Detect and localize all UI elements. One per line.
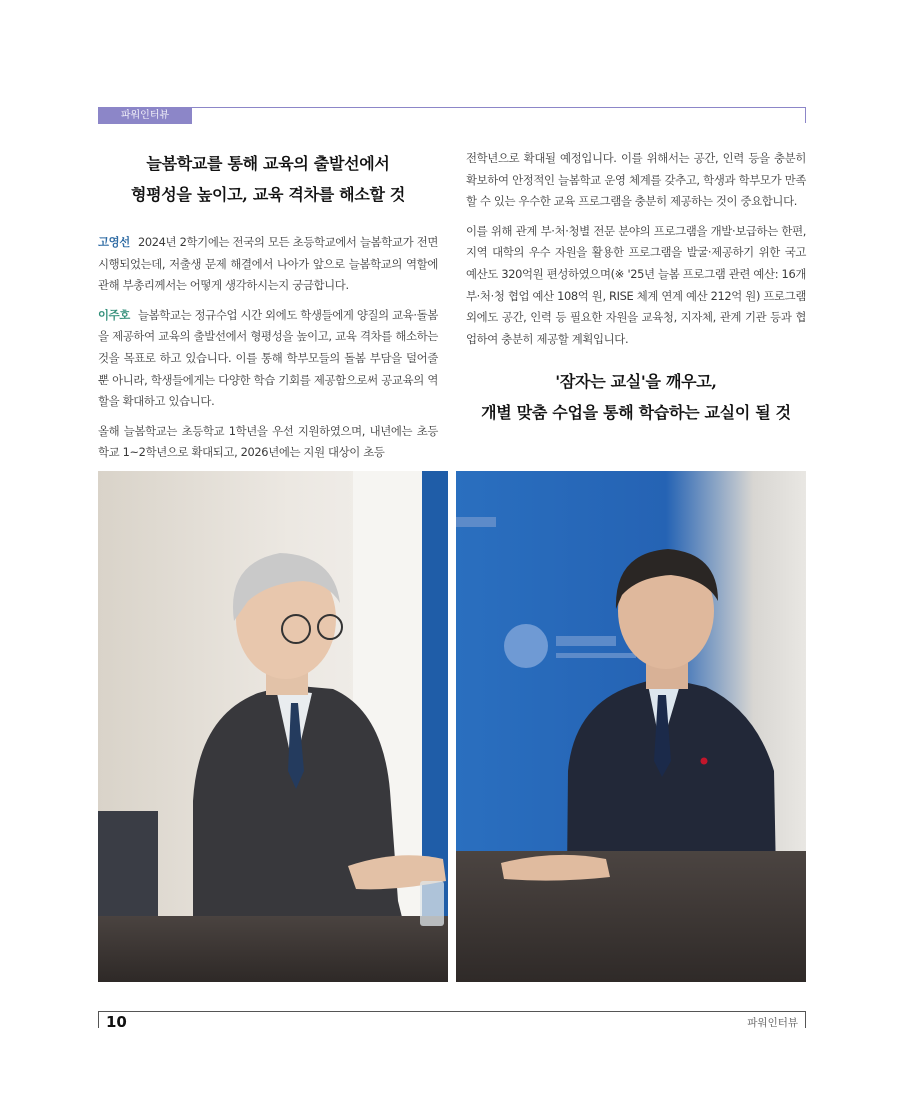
answer-text: 늘봄학교는 정규수업 시간 외에도 학생들에게 양질의 교육·돌봄을 제공하여 교육의 출발선에서 형평성을 높이고, 교육 격차를 해소하는 것을 목표로 하고 있습니다. 이를 통해 학부모들의 돌봄 부담을 덜어줄 뿐 아니라, 학생들에게는 다양한 학습 기회를 제공함으로써 공교육의 역할을 확대하고 있습니다.	[98, 307, 438, 409]
page-number: 10	[106, 1013, 127, 1031]
body-paragraph: 올해 늘봄학교는 초등학교 1학년을 우선 지원하였으며, 내년에는 초등학교 1~2학년으로 확대되고, 2026년에는 지원 대상이 초등	[98, 423, 438, 460]
question-text: 2024년 2학기에는 전국의 모든 초등학교에서 늘봄학교가 전면 시행되었는데, 저출생 문제 해결에서 나아가 앞으로 늘봄학교의 역할에 관해 부총리께서는 어떻게 생각하시는지 궁금합니다.	[98, 235, 438, 293]
left-column	[98, 148, 438, 472]
right-headline	[466, 366, 806, 428]
lapel-pin	[701, 758, 708, 765]
right-headline-line1: '잠자는 교실'을 깨우고,	[555, 372, 717, 392]
footer-rule-start	[98, 1011, 99, 1028]
interviewer-photo	[98, 471, 448, 982]
left-headline	[98, 148, 438, 210]
interviewer-name: 고영선	[98, 235, 130, 249]
interviewer-photo-illustration	[98, 471, 448, 982]
section-label: 파워인터뷰	[98, 107, 192, 124]
footer-section-label: 파워인터뷰	[747, 1017, 798, 1029]
interviewee-name: 이주호	[98, 307, 130, 322]
body-paragraph: 전학년으로 확대될 예정입니다. 이를 위해서는 공간, 인력 등을 충분히 확보하여 안정적인 늘봄학교 운영 체계를 갖추고, 학생과 학부모가 만족할 수 있는 우수한 교육 프로그램을 충분히 제공하는 것이 중요합니다.	[466, 151, 806, 209]
logo-mark	[504, 624, 548, 668]
answer-paragraph	[98, 305, 438, 413]
body-paragraph: 이를 위해 관계 부·처·청별 전문 분야의 프로그램을 개발·보급하는 한편, 지역 대학의 우수 자원을 활용한 프로그램을 발굴·제공하기 위한 국고 예산도 320억원 편성하였으며(※ '25년 늘봄 프로그램 관련 예산: 16개 부·처·청 협업 예산 108억 원, RISE 체계 연계 예산 212억 원) 프로그램 외에도 공간, 인력 등 필요한 자원을 교육청, 지자체, 관계 기관 등과 협업하여 충분히 제공할 계획입니다.	[466, 223, 806, 346]
footer-rule-end	[805, 1011, 806, 1028]
header-rule	[98, 107, 806, 108]
header-rule-end	[805, 107, 806, 123]
interviewee-photo-illustration	[456, 471, 806, 982]
question-paragraph	[98, 232, 438, 297]
left-headline-line1: 늘봄학교를 통해 교육의 출발선에서	[146, 154, 390, 173]
footer-rule	[98, 1011, 806, 1012]
right-headline-line2: 개별 맞춤 수업을 통해 학습하는 교실이 될 것	[481, 403, 791, 423]
right-column	[466, 148, 806, 428]
left-headline-line2: 형평성을 높이고, 교육 격차를 해소할 것	[130, 185, 406, 204]
interviewee-photo	[456, 471, 806, 982]
